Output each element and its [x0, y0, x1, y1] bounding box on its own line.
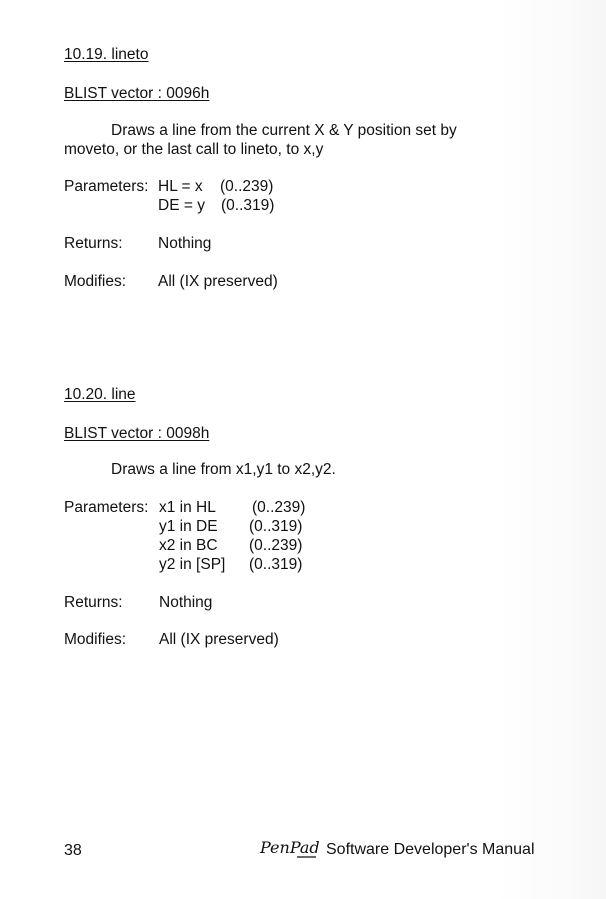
modifies-label: Modifies:: [64, 273, 127, 290]
manual-title: Software Developer's Manual: [326, 841, 535, 858]
param-range: (0..239): [249, 537, 303, 554]
param-reg: DE = y: [158, 197, 205, 214]
param-reg: y2 in [SP]: [159, 556, 226, 573]
parameters-label: Parameters:: [64, 499, 149, 516]
section-heading-lineto: 10.19. lineto: [64, 46, 149, 63]
description-lineto: Draws a line from the current X & Y position set by moveto, or the last call to lineto, to x,y: [64, 122, 457, 158]
returns-value: Nothing: [158, 235, 212, 252]
description-line: Draws a line from x1,y1 to x2,y2.: [111, 461, 336, 478]
param-reg: y1 in DE: [159, 518, 218, 535]
section-heading-line: 10.20. line: [64, 386, 136, 403]
returns-label: Returns:: [64, 594, 123, 611]
penpad-logo: [259, 836, 321, 862]
param-reg: x2 in BC: [159, 537, 218, 554]
modifies-label: Modifies:: [64, 631, 127, 648]
returns-label: Returns:: [64, 235, 123, 252]
parameters-label: Parameters:: [64, 178, 149, 195]
page-number: 38: [64, 842, 82, 859]
param-range: (0..319): [221, 197, 275, 214]
param-reg: x1 in HL: [159, 499, 216, 516]
param-range: (0..239): [252, 499, 306, 516]
blist-vector-lineto: BLIST vector : 0096h: [64, 85, 210, 102]
logo-wordmark: PenPad: [260, 838, 320, 857]
modifies-value: All (IX preserved): [159, 631, 279, 648]
blist-vector-line: BLIST vector : 0098h: [64, 425, 210, 442]
param-range: (0..239): [220, 178, 274, 195]
modifies-value: All (IX preserved): [158, 273, 278, 290]
param-range: (0..319): [249, 518, 303, 535]
param-reg: HL = x: [158, 178, 203, 195]
param-range: (0..319): [249, 556, 303, 573]
returns-value: Nothing: [159, 594, 213, 611]
